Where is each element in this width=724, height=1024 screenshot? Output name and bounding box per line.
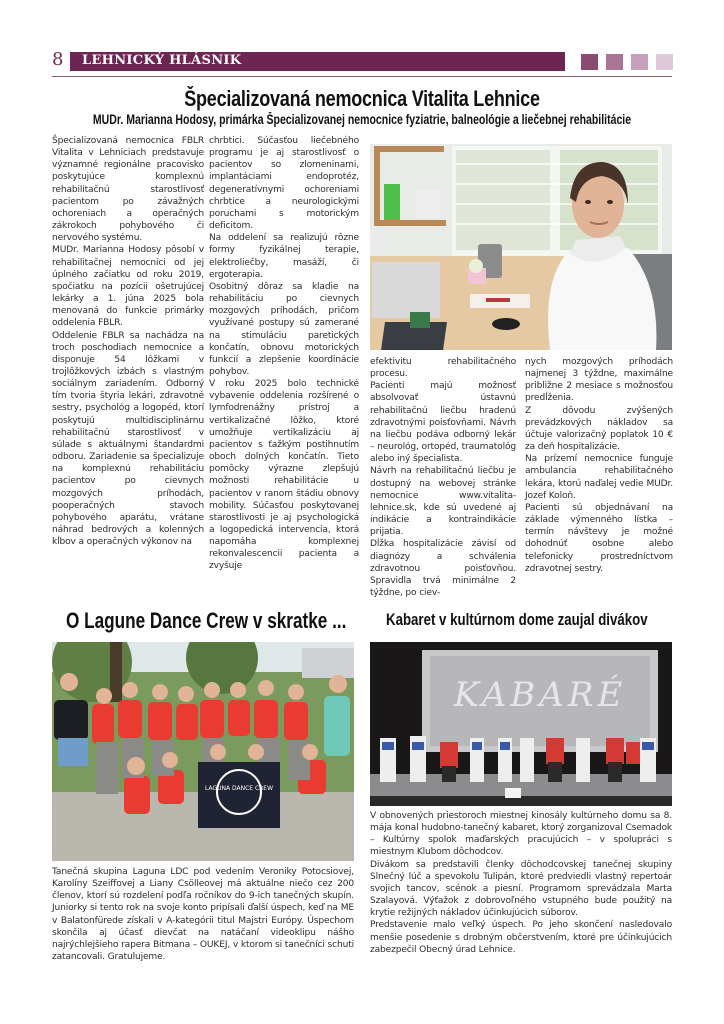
article-title: O Lagune Dance Crew v skratke ... bbox=[66, 608, 347, 633]
masthead-title: LEHNICKÝ HLÁSNIK bbox=[82, 53, 242, 68]
paragraph: MUDr. Marianna Hodosy pôsobí v rehabilitačnej nemocnici od jej úplného začiatku od roku 2019, spočiatku na pozícii ošetrujúcej lekárky a 1. júna 2025 bola menovaná do funkcie primárky oddelenia FBLR. bbox=[52, 245, 204, 329]
decor-square bbox=[631, 54, 648, 70]
doctor-photo bbox=[370, 144, 672, 350]
paragraph: Z dôvodu zvýšených prevádzkových nákladov sa účtuje valorizačný poplatok 10 € za deň hospitalizácie. bbox=[525, 405, 673, 453]
article-column-1 bbox=[52, 135, 204, 548]
article-column-4 bbox=[525, 356, 673, 575]
paragraph: Predstavenie malo veľký úspech. Po jeho skončení nasledovalo menšie posedenie s drobným občerstvením, ktoré pre účinkujúcich zabezpečil Obecný úrad Lehnice. bbox=[370, 920, 672, 955]
paragraph: Na oddelení sa realizujú rôzne formy fyzikálnej terapie, elektroliečby, masáží, či ergoterapia. bbox=[209, 233, 359, 280]
dance-crew-photo bbox=[52, 642, 354, 861]
paragraph: V roku 2025 bolo technické vybavenie oddelenia rozšírené o lymfodrenážny prístroj a vertikalizačné lôžko, ktoré umožňuje vertikalizáciu aj pacientov s ťažkým postihnutím oboch dolných končatín. Tieto pomôcky výrazne zlepšujú možnosti rehabilitácie u pacientov v ranom štádiu obnovy mobility. Súčasťou poskytovanej starostlivosti je aj psychologická a logopedická intervencia, ktorá napomáha komplexnej rekonvalescencii pacienta a zvyšuje bbox=[209, 379, 359, 572]
paragraph: chrbtici. Súčasťou liečebného programu je aj starostlivosť o pacientov so zlomeninami, implantáciami endoprotéz, degeneratívnymi ochoreniami chrbtice a neurologickými poruchami s motorickým deficitom. bbox=[209, 136, 359, 232]
decor-square bbox=[581, 54, 598, 70]
kabaret-photo bbox=[370, 642, 672, 806]
stage-screen-text: KABARÉ bbox=[453, 675, 627, 715]
paragraph: efektivitu rehabilitačného procesu. bbox=[370, 357, 516, 380]
paragraph: Divákom sa predstavili členky dôchodcovskej tanečnej skupiny Slnečný lúč a spevokolu Tulipán, ktoré predviedli vlastný repertoár svojich tancov, scénok a piesní. Programom sprevádzala Marta Szalayová. Výťažok z dobrovoľného vstupného bude použitý na krytie režijných nákladov účinkujúcich súborov. bbox=[370, 859, 672, 919]
paragraph: Špecializovaná nemocnica FBLR Vitalita v Lehniciach predstavuje významné regionálne pracovisko poskytujúce komplexnú rehabilitačnú starostlivosť pacientom po závažných ochoreniach a operačných zákrokoch pohybového či nervového systému. bbox=[52, 136, 204, 244]
flag-logo-text: LAGUNA DANCE CREW bbox=[204, 785, 274, 792]
paragraph: Oddelenie FBLR sa nachádza na troch poschodiach nemocnice a disponuje 54 lôžkami v trojlôžkových izbách s vlastným sociálnym zariadením. Odborný tím tvoria štyria lekári, zdravotné sestry, psychológ a logopéd, ktorí poskytujú multidisciplinárnu rehabilitačnú starostlivosť v súlade s aktuálnymi štandardmi odboru. Zariadenie sa špecializuje na komplexnú rehabilitáciu pacientov po cievnych mozgových príhodách, pooperačných stavoch pohybového aparátu, vrátane náhrad bedrových a kolenných kĺbov a operačných výkonov na bbox=[52, 330, 204, 548]
paragraph: Na prízemí nemocnice funguje ambulancia rehabilitačného lekára, ktorú naďalej vedie MUDr. Jozef Koloň. bbox=[525, 454, 673, 501]
paragraph: Pacienti sú objednávaní na základe výmenného lístka – termín návštevy je možné dohodnúť osobne alebo telefonicky prostredníctvom zdravotnej sestry. bbox=[525, 502, 673, 574]
paragraph: Návrh na rehabilitačnú liečbu je dostupný na webovej stránke nemocnice www.vitalita-lehnice.sk, kde sú uvedené aj indikácie a kontraindikácie prijatia. bbox=[370, 466, 516, 538]
paragraph: Dĺžka hospitalizácie závisí od diagnózy a schválenia zdravotnou poisťovňou. Spravidla trvá minimálne 2 týždne, po ciev- bbox=[370, 539, 516, 598]
paragraph: Pacienti majú možnosť absolvovať ústavnú rehabilitačnú liečbu hradenú zdravotnými poisťovňami. Návrh na liečbu podáva odborný lekár – neurológ, ortopéd, traumatológ alebo iný špecialista. bbox=[370, 381, 516, 465]
article-column-2 bbox=[209, 135, 359, 573]
article-title: Špecializovaná nemocnica Vitalita Lehnice bbox=[184, 86, 540, 111]
article-body bbox=[52, 866, 354, 963]
article-body bbox=[370, 810, 672, 956]
article-column-3 bbox=[370, 356, 516, 599]
article-title: Kabaret v kultúrnom dome zaujal divákov bbox=[386, 610, 648, 629]
decor-square bbox=[606, 54, 623, 70]
page-number: 8 bbox=[52, 49, 64, 70]
article-subtitle: MUDr. Marianna Hodosy, primárka Špecializovanej nemocnice fyziatrie, balneológie a liečebnej rehabilitácie bbox=[92, 112, 632, 127]
header-rule bbox=[52, 76, 672, 77]
paragraph: V obnovených priestoroch miestnej kinosály kultúrneho domu sa 8. mája konal hudobno-tanečný kabaret, ktorý zorganizoval Csemadok – Kultúrny spolok maďarských pracujúcich – v spolupráci s miestnym Klubom dôchodcov. bbox=[370, 811, 672, 858]
paragraph: nych mozgových príhodách najmenej 3 týždne, maximálne približne 2 mesiace s možnosťou predĺženia. bbox=[525, 357, 673, 404]
paragraph: Osobitný dôraz sa kladie na rehabilitáciu po cievnych mozgových príhodách, pričom využívané postupy sú zamerané na stimuláciu paretických končatín, obnovu motorických funkcií a zlepšenie koordinácie pohybov. bbox=[209, 281, 359, 377]
paragraph: Tanečná skupina Laguna LDC pod vedením Veroniky Potocsiovej, Karolíny Szeiffovej a Liany Csölleovej má aktuálne niečo cez 200 členov, ktorí sú rozdelení podľa ročníkov do 9-ich tanečných skupín. Juniorky si tento rok na svoje konto pripísali ďalší úspech, keď na ME v Balatonfürede získali v A-kategórii titul Majstri Európy. Úspechom skončila aj účasť dievčat na natáčaní videoklipu nášho najrýchlejšieho rapera Bitmana – OUKEJ, v ktorom si tanečníci schuti zatancovali. Gratulujeme. bbox=[52, 867, 354, 963]
decor-square bbox=[656, 54, 673, 70]
